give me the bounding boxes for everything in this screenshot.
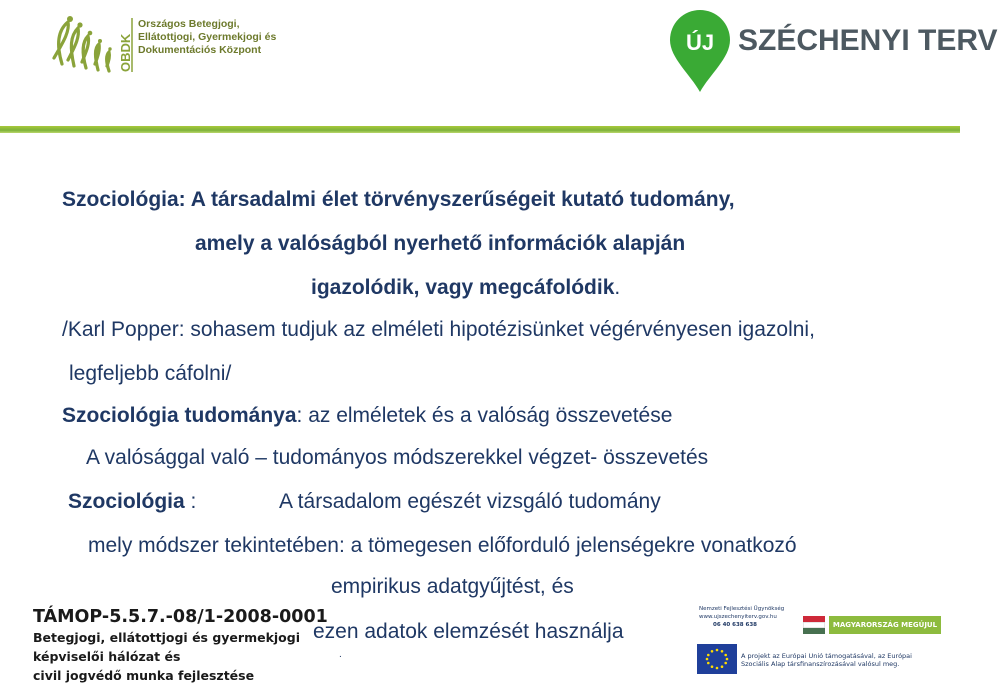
funding-line: A projekt az Európai Unió támogatásával, az Európai xyxy=(741,652,912,660)
obdk-line: Dokumentációs Központ xyxy=(138,44,262,56)
science-term: Szociológia tudománya xyxy=(62,404,297,427)
sociology-definition: A társadalom egészét vizsgáló tudomány xyxy=(279,490,661,513)
szechenyi-badge: ÚJ xyxy=(685,30,715,55)
sociology-term: Szociológia xyxy=(68,490,185,513)
tamop-title: TÁMOP-5.5.7.-08/1-2008-0001 xyxy=(33,607,328,627)
header-divider xyxy=(0,126,960,133)
sociology-colon: : xyxy=(184,490,197,513)
definition-line-1: Szociológia: A társadalmi élet törvényszerűségeit kutató tudomány, xyxy=(62,188,735,211)
szechenyi-title: SZÉCHENYI TERV xyxy=(738,24,998,57)
magyarorszag-megujul-badge: MAGYARORSZÁG MEGÚJUL xyxy=(829,616,941,634)
szechenyi-pin-logo xyxy=(668,8,732,94)
definition-line-3-text: igazolódik, vagy megcáfolódik xyxy=(311,276,615,299)
popper-quote-line-1: /Karl Popper: sohasem tudjuk az elméleti hipotézisünket végérvényesen igazolni, xyxy=(62,318,815,341)
obdk-name xyxy=(138,18,276,57)
science-definition xyxy=(62,404,672,428)
eu-funding-banner xyxy=(683,604,953,690)
trailing-mark: . xyxy=(339,649,342,660)
obdk-line: Országos Betegjogi, xyxy=(138,18,240,30)
tamop-line: Betegjogi, ellátottjogi és gyermekjogi xyxy=(33,630,300,645)
eu-flag-icon xyxy=(697,644,737,674)
science-text: : az elméletek és a valóság összevetése xyxy=(296,404,673,427)
obdk-line: Ellátottjogi, Gyermekjogi és xyxy=(138,31,277,43)
definition-line-3-end: . xyxy=(614,276,621,299)
popper-quote-line-2: legfeljebb cáfolni/ xyxy=(69,362,232,385)
method-line: mely módszer tekintetében: a tömegesen előforduló jelenségekre vonatkozó xyxy=(88,534,797,557)
agency-line: Nemzeti Fejlesztési Ügynökség xyxy=(699,606,785,612)
sociology-term-line xyxy=(68,490,196,514)
tamop-line: civil jogvédő munka fejlesztése xyxy=(33,668,255,683)
definition-line-3 xyxy=(311,276,620,300)
tamop-project-block xyxy=(33,606,328,685)
funding-line: Szociális Alap társfinanszírozásával valósul meg. xyxy=(741,660,900,668)
agency-line: www.ujszechenyiterv.gov.hu xyxy=(699,614,777,620)
definition-line-2: amely a valóságból nyerhető információk alapján xyxy=(195,232,686,255)
method-line-3: ezen adatok elemzését használja xyxy=(313,620,624,643)
method-line-2: empirikus adatgyűjtést, és xyxy=(331,575,574,598)
hungarian-flag-icon xyxy=(803,616,825,634)
obdk-badge: OBDK xyxy=(118,33,133,72)
agency-phone: 06 40 638 638 xyxy=(713,622,758,628)
tamop-line: képviselői hálózat és xyxy=(33,649,181,664)
comparison-line: A valósággal való – tudományos módszerekkel végzet- összevetés xyxy=(86,446,709,469)
